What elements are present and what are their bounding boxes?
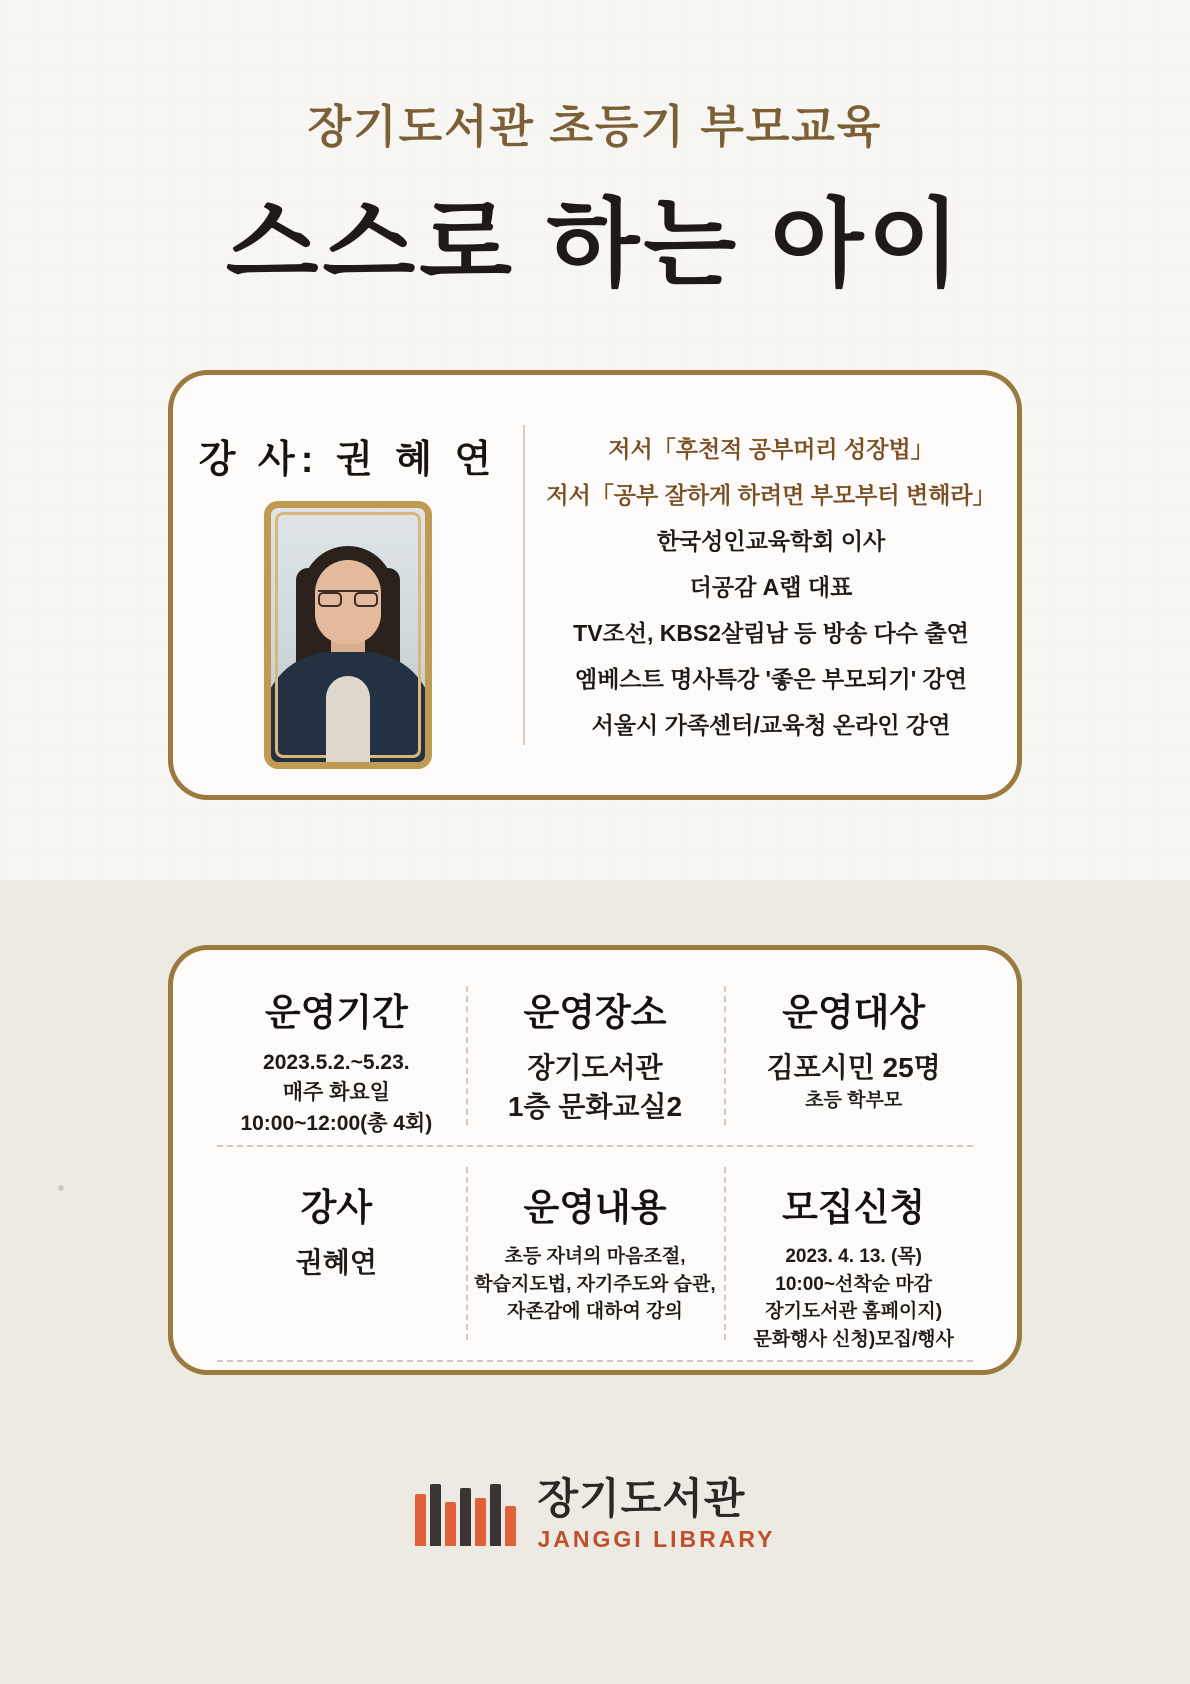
info-cell-lecturer [207,1153,466,1353]
info-line: 장기도서관 [527,1052,663,1083]
info-label-lecturer: 강사 [300,1187,373,1229]
info-value-place [508,1048,682,1126]
info-label-target: 운영대상 [782,992,926,1033]
info-line: 문화행사 신청)모집/행사 [753,1328,954,1350]
credential-item: 더공감 A랩 대표 [689,573,853,600]
speaker-credentials [525,431,1017,740]
info-line: 매주 화요일 [282,1081,390,1105]
info-value-period [240,1048,432,1139]
info-grid-divider [217,1145,973,1147]
info-label-period: 운영기간 [264,992,408,1033]
info-value-content [474,1243,715,1326]
credential-item: 저서「공부 잘하게 하려면 부모부터 변해라」 [546,481,996,508]
speaker-profile [173,402,523,769]
decorative-dot [58,1185,64,1191]
poster-subtitle: 장기도서관 초등기 부모교육 [307,101,883,152]
speaker-name: 강 사: 권 혜 연 [198,438,498,481]
info-label-content: 운영내용 [523,1187,667,1229]
info-line: 10:00~12:00(총 4회) [240,1111,433,1135]
info-value-target: 김포시민 25명 [766,1052,941,1083]
program-info-card [168,945,1022,1375]
info-line: 학습지도법, 자기주도와 습관, [474,1273,716,1295]
info-label-apply: 모집신청 [782,1187,926,1229]
credential-item: TV조선, KBS2살림남 등 방송 다수 출연 [573,619,969,646]
program-info-grid [207,972,983,1348]
info-cell-apply [724,1153,983,1353]
info-line: 1층 문화교실2 [507,1091,683,1123]
info-subvalue-target: 초등 학부모 [805,1090,903,1112]
glasses-icon [318,590,378,608]
credential-item: 서울시 가족센터/교육청 온라인 강연 [591,711,951,738]
info-line: 장기도서관 홈페이지) [765,1301,943,1323]
info-line: 초등 자녀의 마음조절, [504,1246,686,1268]
library-name-ko: 장기도서관 [537,1475,746,1522]
info-line: 10:00~선착순 마감 [775,1273,933,1295]
portrait-shirt-shape [326,676,370,762]
info-cell-content [466,1153,725,1353]
credential-item: 엠베스트 명사특강 '좋은 부모되기' 강연 [575,665,967,692]
speaker-card [168,370,1022,800]
info-cell-place [466,972,725,1139]
library-name-en: JANGGI LIBRARY [537,1526,776,1552]
info-value-lecturer: 권혜연 [295,1247,377,1279]
info-line: 2023.5.2.~5.23. [263,1051,410,1074]
credential-item: 한국성인교육학회 이사 [656,527,886,554]
info-value-apply [753,1243,953,1353]
credential-item: 저서「후천적 공부머리 성장법」 [608,435,934,462]
speaker-portrait [264,501,432,769]
footer-logo [0,1475,1190,1552]
info-grid-bottom-divider [217,1360,973,1362]
info-label-place: 운영장소 [523,992,667,1033]
info-cell-period [207,972,466,1139]
info-line: 자존감에 대하여 강의 [507,1301,683,1323]
page-title: 스스로 하는 아이 [225,191,965,298]
library-logo-text [537,1475,776,1552]
library-logo-icon [415,1484,516,1546]
info-cell-target [724,972,983,1139]
info-line: 2023. 4. 13. (목) [785,1246,922,1268]
